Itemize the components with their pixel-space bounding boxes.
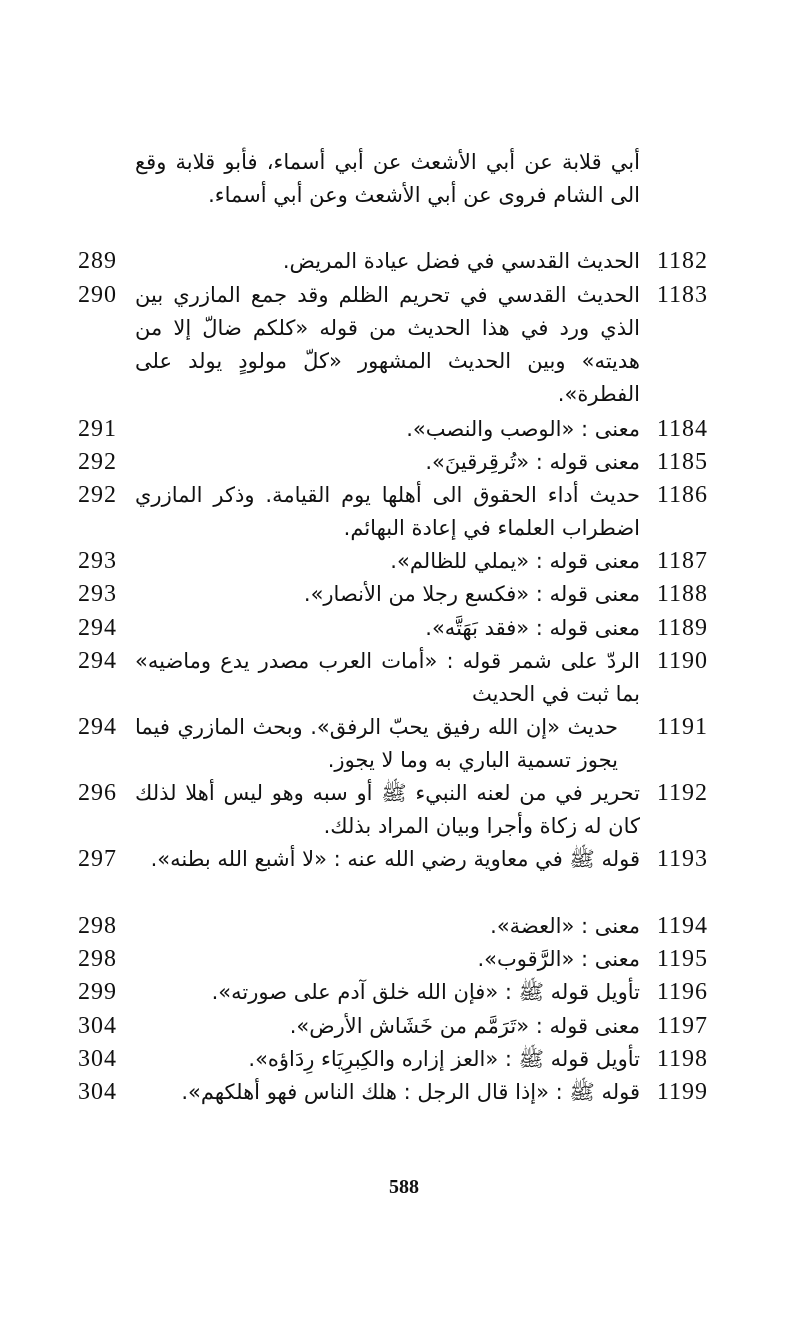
entry-text: معنى قوله : «تَرَمَّم من خَشَاش الأرض». bbox=[289, 1014, 640, 1038]
entry-number: 1189 bbox=[656, 615, 708, 641]
entry-page-ref: 294 bbox=[78, 615, 117, 641]
entry-text: تأويل قوله ﷺ : «فإن الله خلق آدم على صورته». bbox=[211, 980, 640, 1004]
entry-page-ref: 292 bbox=[78, 482, 117, 508]
entry-text: تأويل قوله ﷺ : «العز إزاره والكِبرِيَاء رِدَاؤه». bbox=[248, 1047, 640, 1071]
entry-text: الحديث القدسي في فضل عيادة المريض. bbox=[282, 249, 640, 273]
entry-text: معنى قوله : «فقد بَهَتَّه». bbox=[425, 616, 640, 640]
entry-number: 1187 bbox=[656, 548, 708, 574]
entry-number: 1190 bbox=[656, 648, 708, 674]
entry-page-ref: 290 bbox=[78, 282, 117, 308]
entry-number: 1192 bbox=[656, 780, 708, 806]
entry-page-ref: 298 bbox=[78, 946, 117, 972]
entry-text: معنى قوله : «يملي للظالم». bbox=[390, 549, 640, 573]
entry-number: 1184 bbox=[656, 416, 708, 442]
entry-number: 1185 bbox=[656, 449, 708, 475]
entry-number: 1195 bbox=[656, 946, 708, 972]
entry-page-ref: 299 bbox=[78, 979, 117, 1005]
entry-text: معنى : «الرَّقوب». bbox=[477, 947, 640, 971]
entry-page-ref: 298 bbox=[78, 913, 117, 939]
entry-number: 1183 bbox=[656, 282, 708, 308]
entry-text: معنى قوله : «تُرقِرقينَ». bbox=[425, 450, 640, 474]
entry-page-ref: 293 bbox=[78, 581, 117, 607]
entry-page-ref: 289 bbox=[78, 248, 117, 274]
entry-number: 1186 bbox=[656, 482, 708, 508]
entry-page-ref: 293 bbox=[78, 548, 117, 574]
entry-text: معنى : «العضة». bbox=[490, 914, 640, 938]
entry-page-ref: 294 bbox=[78, 714, 117, 740]
entry-page-ref: 291 bbox=[78, 416, 117, 442]
entry-page-ref: 304 bbox=[78, 1013, 117, 1039]
entry-text: الحديث القدسي في تحريم الظلم وقد جمع المازري بين الذي ورد في هذا الحديث من قوله «كلكم ضالّ إلا من هديته» وبين الحديث المشهور «كلّ مولودٍ يولد على الفطرة». bbox=[135, 283, 640, 406]
entry-number: 1197 bbox=[656, 1013, 708, 1039]
entry-number: 1193 bbox=[656, 846, 708, 872]
entry-text: حديث «إن الله رفيق يحبّ الرفق». وبحث المازري فيما يجوز تسمية الباري به وما لا يجوز. bbox=[135, 715, 618, 772]
page-number: 588 bbox=[389, 1176, 419, 1198]
entry-page-ref: 294 bbox=[78, 648, 117, 674]
entry-text: قوله ﷺ في معاوية رضي الله عنه : «لا أشبع الله بطنه». bbox=[150, 847, 640, 871]
entry-number: 1194 bbox=[656, 913, 708, 939]
entry-number: 1188 bbox=[656, 581, 708, 607]
entry-text: أبي قلابة عن أبي الأشعث عن أبي أسماء، فأبو قلابة وقع الى الشام فروى عن أبي الأشعث وعن أبي أسماء. bbox=[135, 150, 640, 207]
entry-number: 1182 bbox=[656, 248, 708, 274]
entry-page-ref: 304 bbox=[78, 1079, 117, 1105]
entry-page-ref: 304 bbox=[78, 1046, 117, 1072]
entry-text: حديث أداء الحقوق الى أهلها يوم القيامة. وذكر المازري اضطراب العلماء في إعادة البهائم. bbox=[135, 483, 640, 540]
entry-text: معنى : «الوصب والنصب». bbox=[406, 417, 640, 441]
entry-number: 1196 bbox=[656, 979, 708, 1005]
entry-page-ref: 297 bbox=[78, 846, 117, 872]
entry-page-ref: 292 bbox=[78, 449, 117, 475]
entry-text: تحرير في من لعنه النبيء ﷺ أو سبه وهو ليس أهلا لذلك كان له زكاة وأجرا وبيان المراد بذلك. bbox=[135, 781, 640, 838]
entry-page-ref: 296 bbox=[78, 780, 117, 806]
entry-number: 1198 bbox=[656, 1046, 708, 1072]
entry-text: قوله ﷺ : «إذا قال الرجل : هلك الناس فهو أهلكهم». bbox=[181, 1080, 640, 1104]
entry-number: 1191 bbox=[656, 714, 708, 740]
entry-number: 1199 bbox=[656, 1079, 708, 1105]
entry-text: الردّ على شمر قوله : «أمات العرب مصدر يدع وماضيه» بما ثبت في الحديث bbox=[135, 649, 640, 706]
entry-text: معنى قوله : «فكسع رجلا من الأنصار». bbox=[303, 582, 640, 606]
